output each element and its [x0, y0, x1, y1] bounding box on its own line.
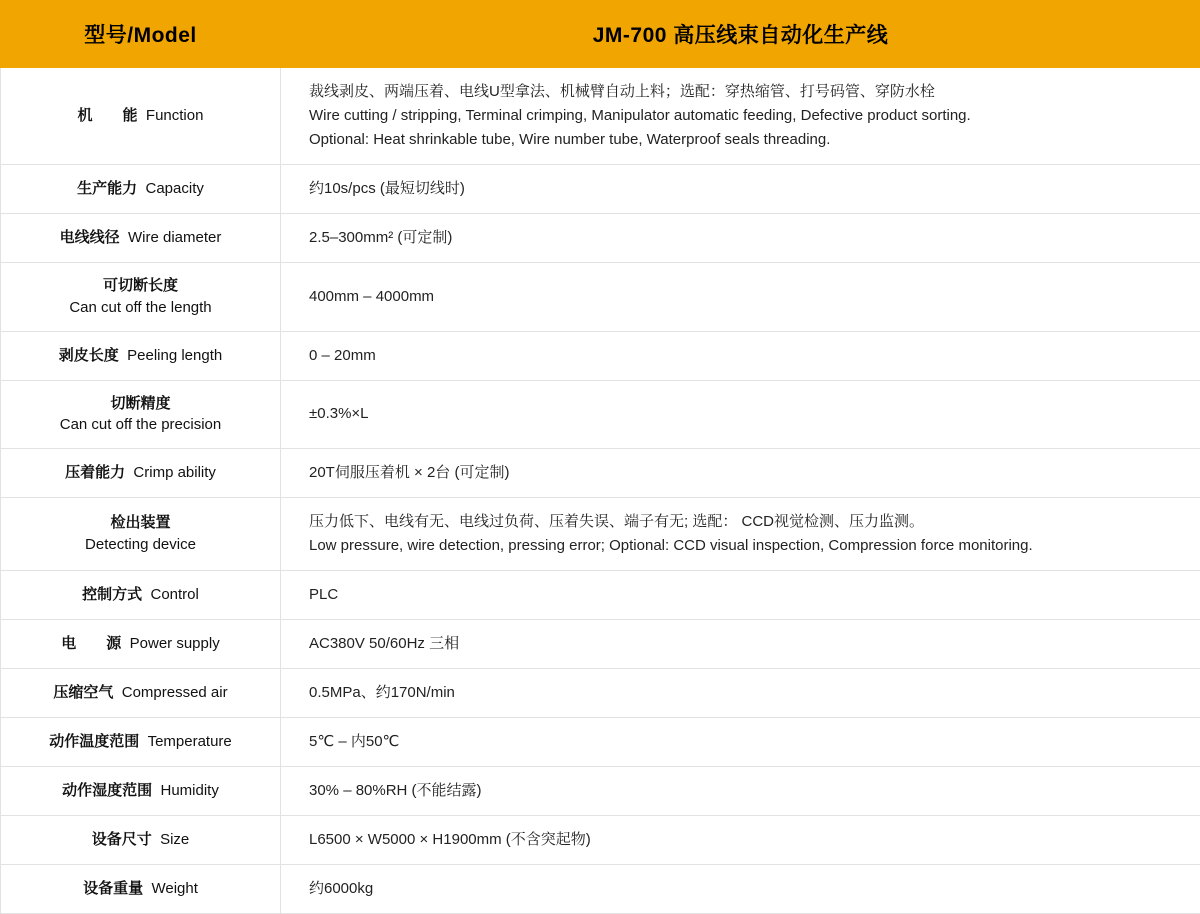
spec-label-cn: 可切断长度 — [13, 275, 268, 297]
spec-label-cn: 动作温度范围 — [49, 733, 139, 750]
spec-value-line: 5℃ – 内50℃ — [309, 730, 1200, 754]
table-row — [1, 816, 1200, 865]
spec-label-cell — [1, 816, 281, 865]
spec-value-cell — [281, 669, 1200, 718]
spec-label-cn: 压缩空气 — [53, 684, 113, 701]
spec-value-cell — [281, 620, 1200, 669]
spec-label-en: Humidity — [161, 782, 219, 799]
spec-value-line: 压力低下、电线有无、电线过负荷、压着失误、端子有无; 选配： CCD视觉检测、压力监测。 — [309, 510, 1200, 534]
header-model-label: 型号/Model — [1, 1, 281, 68]
spec-label-en: Temperature — [148, 733, 232, 750]
table-row — [1, 620, 1200, 669]
table-row — [1, 449, 1200, 498]
spec-label-en: Can cut off the precision — [13, 414, 268, 436]
spec-label-cn: 电 源 — [61, 635, 121, 652]
spec-value-cell — [281, 571, 1200, 620]
table-row — [1, 263, 1200, 332]
spec-label-cn: 检出装置 — [13, 512, 268, 534]
spec-label-cell — [1, 165, 281, 214]
spec-label-en: Compressed air — [122, 684, 228, 701]
table-row — [1, 380, 1200, 449]
spec-label-cell — [1, 767, 281, 816]
spec-label-cell — [1, 214, 281, 263]
spec-value-cell — [281, 449, 1200, 498]
table-row — [1, 571, 1200, 620]
spec-label-en: Crimp ability — [133, 464, 216, 481]
spec-value-cell — [281, 816, 1200, 865]
spec-value-cell — [281, 865, 1200, 914]
spec-label-cn: 机 能 — [78, 107, 138, 124]
spec-value-line: Optional: Heat shrinkable tube, Wire number tube, Waterproof seals threading. — [309, 128, 1200, 152]
spec-label-cn: 动作湿度范围 — [62, 782, 152, 799]
spec-label-cn: 压着能力 — [65, 464, 125, 481]
spec-value-line: 400mm – 4000mm — [309, 285, 1200, 309]
spec-label-cell — [1, 449, 281, 498]
spec-value-line: 约6000kg — [309, 877, 1200, 901]
spec-label-en: Peeling length — [127, 347, 222, 364]
spec-label-cell — [1, 669, 281, 718]
spec-label-stack — [13, 393, 268, 437]
spec-value-line: Low pressure, wire detection, pressing error; Optional: CCD visual inspection, Compression force monitoring. — [309, 534, 1200, 558]
spec-value-line: 30% – 80%RH (不能结露) — [309, 779, 1200, 803]
spec-label-cell — [1, 498, 281, 571]
spec-label-en: Function — [146, 107, 204, 124]
spec-value-cell — [281, 767, 1200, 816]
spec-value-cell — [281, 165, 1200, 214]
header-model-value: JM-700 高压线束自动化生产线 — [281, 1, 1200, 68]
spec-value-line: 20T伺服压着机 × 2台 (可定制) — [309, 461, 1200, 485]
spec-label-cn: 电线线径 — [60, 229, 120, 246]
table-row — [1, 214, 1200, 263]
spec-label-cell — [1, 380, 281, 449]
spec-label-en: Power supply — [130, 635, 220, 652]
spec-value-line: L6500 × W5000 × H1900mm (不含突起物) — [309, 828, 1200, 852]
spec-value-cell — [281, 68, 1200, 165]
spec-label-en: Detecting device — [13, 534, 268, 556]
spec-label-stack — [13, 512, 268, 556]
spec-label-en: Control — [151, 586, 199, 603]
table-row — [1, 498, 1200, 571]
table-row — [1, 767, 1200, 816]
table-body — [1, 68, 1200, 914]
spec-label-cn: 切断精度 — [13, 393, 268, 415]
spec-value-line: 约10s/pcs (最短切线时) — [309, 177, 1200, 201]
spec-label-en: Size — [160, 831, 189, 848]
table-header-row — [1, 1, 1200, 68]
spec-value-line: 0 – 20mm — [309, 344, 1200, 368]
spec-label-cell — [1, 68, 281, 165]
spec-value-cell — [281, 331, 1200, 380]
spec-value-line: PLC — [309, 583, 1200, 607]
spec-label-cn: 控制方式 — [82, 586, 142, 603]
spec-label-cn: 设备重量 — [83, 880, 143, 897]
table-row — [1, 718, 1200, 767]
table-row — [1, 331, 1200, 380]
spec-label-cn: 剥皮长度 — [59, 347, 119, 364]
spec-label-cn: 设备尺寸 — [92, 831, 152, 848]
table-row — [1, 165, 1200, 214]
table-row — [1, 68, 1200, 165]
spec-label-cell — [1, 718, 281, 767]
table-row — [1, 865, 1200, 914]
spec-value-line: Wire cutting / stripping, Terminal crimping, Manipulator automatic feeding, Defective product sorting. — [309, 104, 1200, 128]
spec-label-cell — [1, 331, 281, 380]
spec-label-cell — [1, 571, 281, 620]
spec-value-line: ±0.3%×L — [309, 402, 1200, 426]
spec-label-cell — [1, 620, 281, 669]
spec-value-cell — [281, 380, 1200, 449]
spec-label-cn: 生产能力 — [77, 180, 137, 197]
spec-value-line: 裁线剥皮、两端压着、电线U型拿法、机械臂自动上料；选配：穿热缩管、打号码管、穿防水栓 — [309, 80, 1200, 104]
spec-label-cell — [1, 865, 281, 914]
spec-label-en: Wire diameter — [128, 229, 221, 246]
spec-value-cell — [281, 498, 1200, 571]
spec-value-cell — [281, 718, 1200, 767]
spec-value-cell — [281, 263, 1200, 332]
spec-label-stack — [13, 275, 268, 319]
spec-value-line: 0.5MPa、约170N/min — [309, 681, 1200, 705]
spec-label-en: Weight — [151, 880, 197, 897]
spec-label-cell — [1, 263, 281, 332]
spec-value-line: AC380V 50/60Hz 三相 — [309, 632, 1200, 656]
spec-value-cell — [281, 214, 1200, 263]
spec-value-line: 2.5–300mm² (可定制) — [309, 226, 1200, 250]
table-row — [1, 669, 1200, 718]
spec-label-en: Capacity — [146, 180, 204, 197]
spec-label-en: Can cut off the length — [13, 297, 268, 319]
